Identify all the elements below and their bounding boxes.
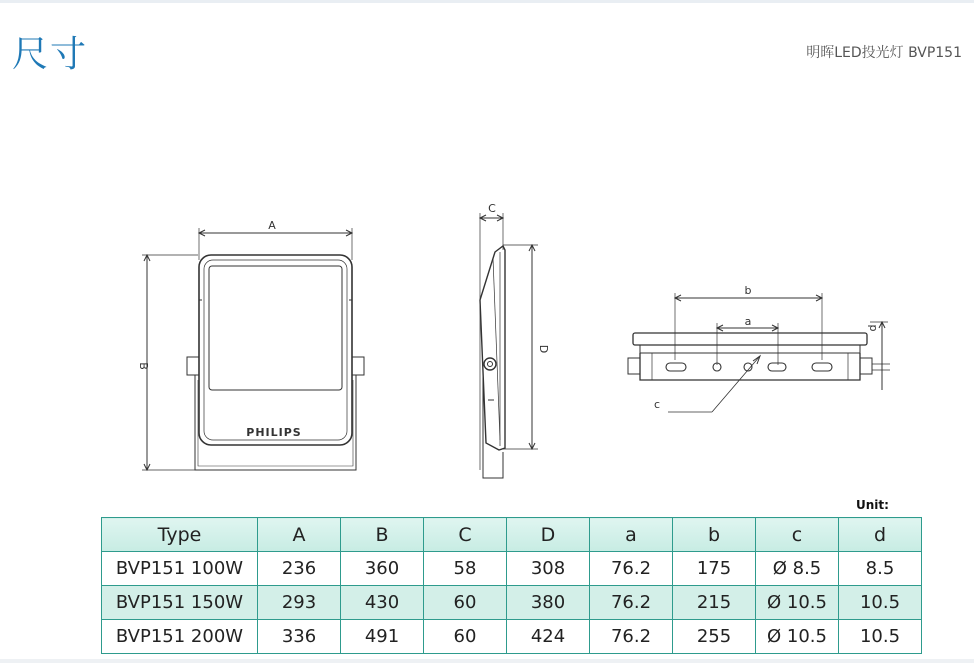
cell-a: 76.2 [590,586,673,620]
cell-B: 491 [341,620,424,654]
cell-B: 360 [341,552,424,586]
header-type: Type [102,518,258,552]
header-B: B [341,518,424,552]
product-name: 明晖LED投光灯 BVP151 [806,45,962,61]
cell-A: 293 [258,586,341,620]
label-c: c [653,398,661,411]
cell-type: BVP151 200W [102,620,258,654]
cell-D: 380 [507,586,590,620]
header-c: c [756,518,839,552]
bracket-view [628,293,890,412]
label-C: C [488,202,496,215]
cell-b: 255 [673,620,756,654]
cell-D: 424 [507,620,590,654]
cell-D: 308 [507,552,590,586]
cell-a: 76.2 [590,552,673,586]
cell-b: 215 [673,586,756,620]
cell-c: Ø 10.5 [756,620,839,654]
unit-label: Unit: [856,498,889,512]
table-row [102,586,922,620]
header-d: d [839,518,922,552]
table-row [102,552,922,586]
header-D: D [507,518,590,552]
cell-type: BVP151 100W [102,552,258,586]
cell-type: BVP151 150W [102,586,258,620]
table-header-row [102,518,922,552]
cell-b: 175 [673,552,756,586]
cell-C: 60 [424,586,507,620]
label-A: A [268,219,276,232]
cell-A: 336 [258,620,341,654]
cell-C: 60 [424,620,507,654]
header-C: C [424,518,507,552]
header-A: A [258,518,341,552]
label-a: a [744,315,752,328]
table-row [102,620,922,654]
cell-d: 8.5 [839,552,922,586]
cell-A: 236 [258,552,341,586]
bottom-border [0,659,974,663]
side-view [480,213,538,478]
cell-c: Ø 10.5 [756,586,839,620]
label-d: d [866,324,879,332]
cell-B: 430 [341,586,424,620]
page-title: 尺寸 [12,34,89,75]
label-D: D [537,344,550,354]
header-a: a [590,518,673,552]
label-b: b [744,284,752,297]
brand-logo: PHILIPS [246,426,302,439]
cell-a: 76.2 [590,620,673,654]
cell-d: 10.5 [839,620,922,654]
header-b: b [673,518,756,552]
cell-d: 10.5 [839,586,922,620]
cell-c: Ø 8.5 [756,552,839,586]
label-B: B [137,362,150,370]
cell-C: 58 [424,552,507,586]
dimension-table [101,517,922,654]
